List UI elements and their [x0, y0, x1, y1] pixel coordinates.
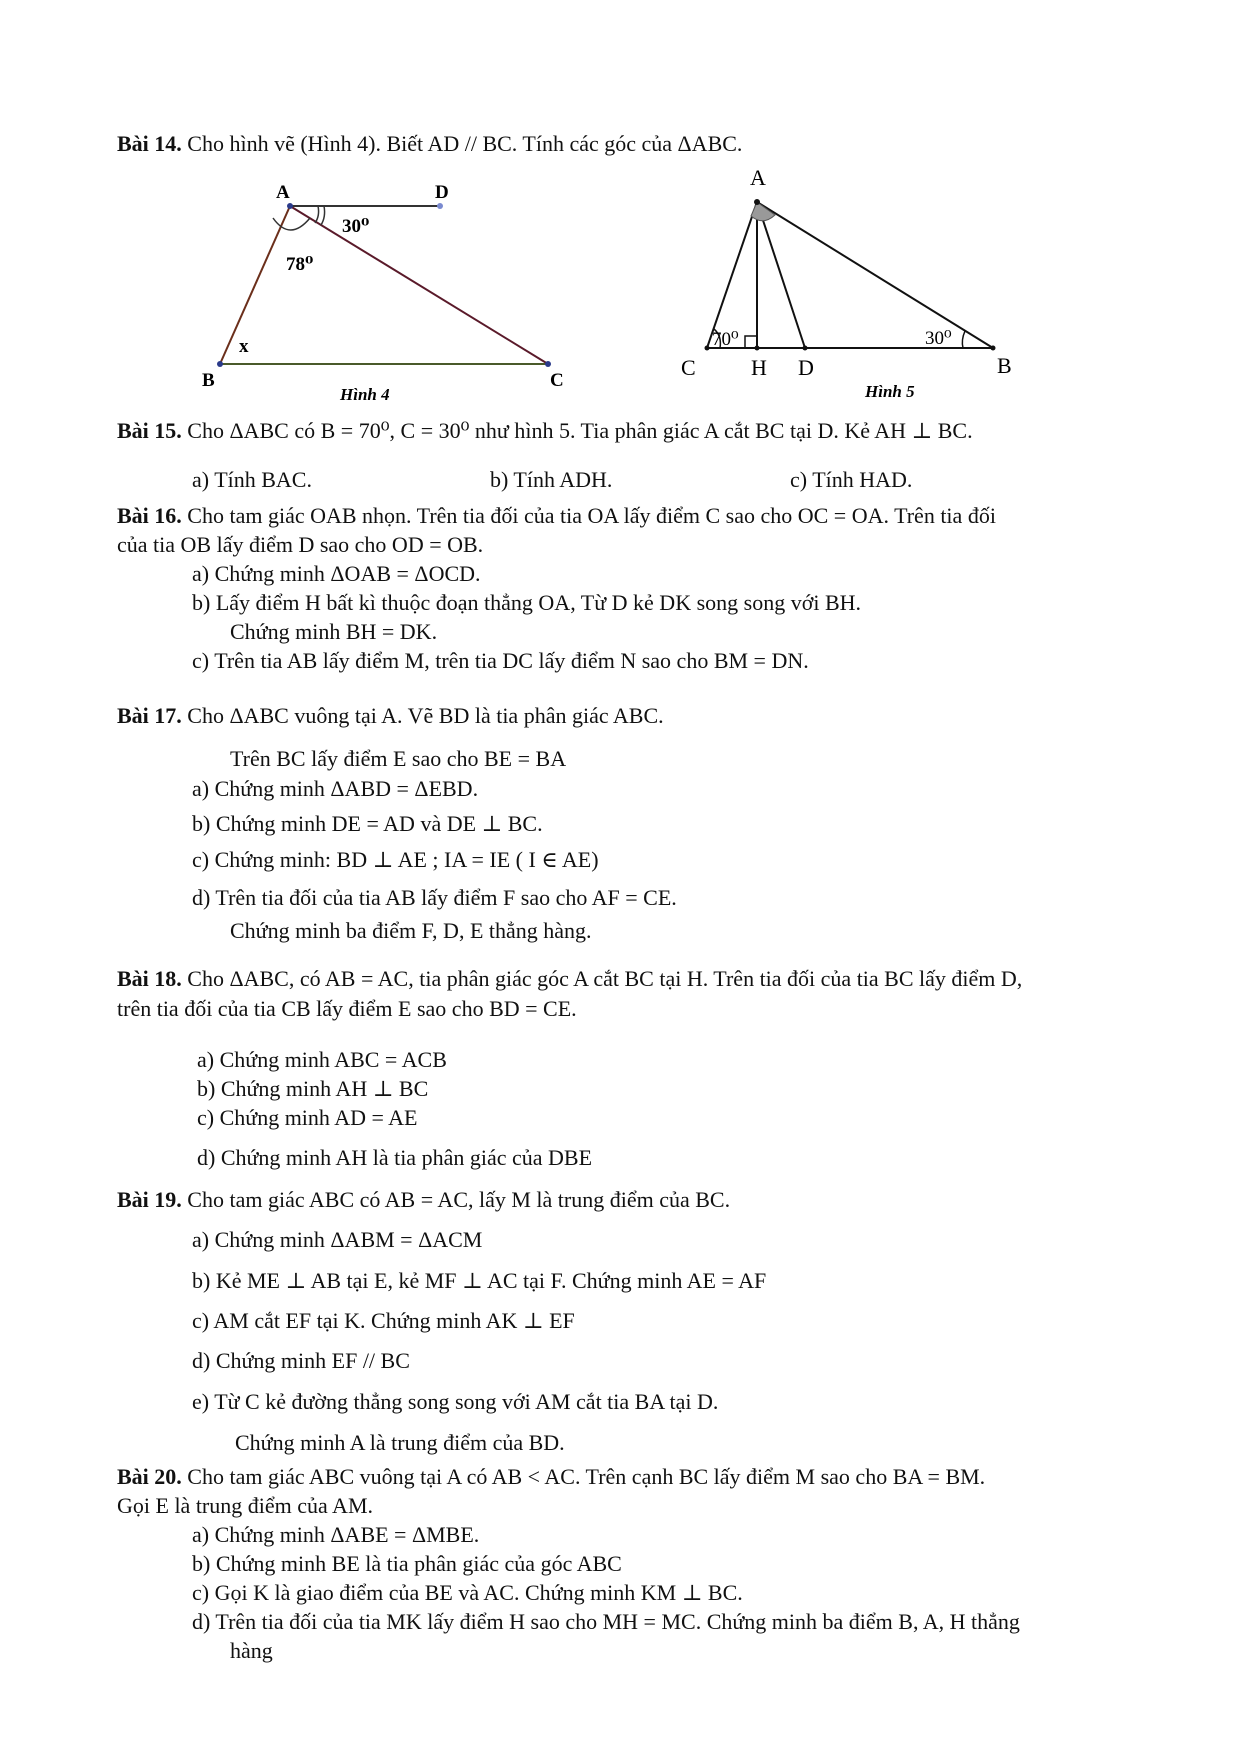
bai14-statement	[117, 131, 742, 157]
bai19-part-e: e) Từ C kẻ đường thẳng song song với AM cắt tia BA tại D.	[192, 1389, 719, 1414]
bai17-part-a: a) Chứng minh ΔABD = ΔEBD.	[192, 776, 479, 801]
bai16-part-b: b) Lấy điểm H bất kì thuộc đoạn thẳng OA, Từ D kẻ DK song song với BH.	[192, 590, 862, 615]
fig5-label-H: H	[751, 355, 767, 380]
bai20-text1: Cho tam giác ABC vuông tại A có AB < AC. Trên cạnh BC lấy điểm M sao cho BA = BM.	[181, 1464, 986, 1489]
bai19-part-d: d) Chứng minh EF // BC	[192, 1348, 410, 1373]
bai15-part-c: c) Tính HAD.	[790, 467, 913, 492]
fig5-point-H	[755, 346, 760, 351]
bai16-text2: của tia OB lấy điểm D sao cho OD = OB.	[117, 532, 484, 557]
bai15-statement	[117, 418, 973, 444]
bai18-part-d: d) Chứng minh AH là tia phân giác của DBE	[197, 1145, 593, 1170]
fig4-segment-AB	[220, 206, 290, 364]
fig4-angle-30-arc2	[315, 206, 319, 223]
fig5-angle-30: 30⁰	[925, 328, 952, 349]
bai15-text: Cho ΔABC có B = 70⁰, C = 30⁰ như hình 5. Tia phân giác A cắt BC tại D. Kẻ AH ⊥ BC.	[181, 418, 973, 443]
bai18-label: Bài 18.	[117, 966, 182, 991]
bai17-label: Bài 17.	[117, 703, 182, 728]
bai18-text1: Cho ΔABC, có AB = AC, tia phân giác góc A cắt BC tại H. Trên tia đối của tia BC lấy điểm D,	[181, 966, 1023, 991]
fig5-point-A	[754, 199, 760, 205]
fig5-segment-AD	[757, 202, 805, 348]
figure-5	[675, 160, 1065, 405]
bai20-part-d2: hàng	[230, 1638, 273, 1663]
bai20-part-b: b) Chứng minh BE là tia phân giác của góc ABC	[192, 1551, 622, 1576]
bai20-part-c: c) Gọi K là giao điểm của BE và AC. Chứng minh KM ⊥ BC.	[192, 1580, 743, 1605]
fig4-label-x: x	[239, 336, 249, 357]
bai18-part-b: b) Chứng minh AH ⊥ BC	[197, 1076, 429, 1101]
bai18-statement	[117, 966, 1022, 992]
bai20-label: Bài 20.	[117, 1464, 182, 1489]
bai14-text: Cho hình vẽ (Hình 4). Biết AD // BC. Tính các góc của ΔABC.	[181, 131, 743, 156]
fig5-point-C	[705, 346, 710, 351]
bai17-part-d2: Chứng minh ba điểm F, D, E thẳng hàng.	[230, 918, 592, 943]
bai19-part-b: b) Kẻ ME ⊥ AB tại E, kẻ MF ⊥ AC tại F. Chứng minh AE = AF	[192, 1268, 767, 1293]
bai19-part-e2: Chứng minh A là trung điểm của BD.	[235, 1430, 565, 1455]
bai19-statement	[117, 1187, 730, 1213]
bai17-part-d: d) Trên tia đối của tia AB lấy điểm F sao cho AF = CE.	[192, 885, 677, 910]
bai19-part-a: a) Chứng minh ΔABM = ΔACM	[192, 1227, 483, 1252]
fig5-right-angle-H	[745, 336, 757, 348]
fig4-caption: Hình 4	[340, 385, 390, 404]
bai17-text2: Trên BC lấy điểm E sao cho BE = BA	[230, 746, 567, 771]
bai20-part-d: d) Trên tia đối của tia MK lấy điểm H sao cho MH = MC. Chứng minh ba điểm B, A, H thẳng	[192, 1609, 1020, 1634]
bai20-part-a: a) Chứng minh ΔABE = ΔMBE.	[192, 1522, 480, 1547]
bai20-text2: Gọi E là trung điểm của AM.	[117, 1493, 374, 1518]
bai19-text: Cho tam giác ABC có AB = AC, lấy M là trung điểm của BC.	[181, 1187, 731, 1212]
fig5-point-B	[991, 346, 996, 351]
bai18-part-c: c) Chứng minh AD = AE	[197, 1105, 418, 1130]
bai16-part-b2: Chứng minh BH = DK.	[230, 619, 438, 644]
fig5-segment-AC	[707, 202, 757, 348]
fig4-segment-AC	[290, 206, 548, 364]
bai16-text1: Cho tam giác OAB nhọn. Trên tia đối của tia OA lấy điểm C sao cho OC = OA. Trên tia đối	[181, 503, 996, 528]
fig4-angle-30-arc	[321, 206, 325, 225]
bai18-text2: trên tia đối của tia CB lấy điểm E sao cho BD = CE.	[117, 996, 577, 1021]
fig4-point-D	[437, 203, 443, 209]
fig4-angle-78-arc	[273, 218, 310, 230]
fig5-label-C: C	[681, 355, 696, 380]
bai19-label: Bài 19.	[117, 1187, 182, 1212]
bai16-label: Bài 16.	[117, 503, 182, 528]
bai16-part-a: a) Chứng minh ΔOAB = ΔOCD.	[192, 561, 481, 586]
bai17-statement	[117, 703, 664, 729]
bai17-part-c: c) Chứng minh: BD ⊥ AE ; IA = IE ( I ∈ AE)	[192, 847, 599, 872]
bai15-part-a: a) Tính BAC.	[192, 467, 312, 492]
bai14-label: Bài 14.	[117, 131, 182, 156]
bai17-text: Cho ΔABC vuông tại A. Vẽ BD là tia phân giác ABC.	[181, 703, 664, 728]
fig4-label-A: A	[276, 182, 290, 203]
fig5-label-B: B	[997, 353, 1012, 378]
fig5-label-D: D	[798, 355, 814, 380]
bai18-part-a: a) Chứng minh ABC = ACB	[197, 1047, 447, 1072]
fig5-angle-B-arc	[962, 331, 965, 348]
fig4-angle-78: 78⁰	[286, 254, 314, 275]
fig4-point-A	[287, 203, 293, 209]
bai16-statement	[117, 503, 996, 529]
bai19-part-c: c) AM cắt EF tại K. Chứng minh AK ⊥ EF	[192, 1308, 575, 1333]
bai17-part-b: b) Chứng minh DE = AD và DE ⊥ BC.	[192, 811, 543, 836]
fig4-label-D: D	[435, 182, 449, 203]
fig5-segment-AB	[757, 202, 993, 348]
fig4-label-B: B	[202, 370, 215, 391]
figure-4	[180, 170, 590, 405]
bai20-statement	[117, 1464, 985, 1490]
fig4-point-C	[545, 361, 551, 367]
fig5-caption: Hình 5	[865, 382, 915, 401]
bai16-part-c: c) Trên tia AB lấy điểm M, trên tia DC lấy điểm N sao cho BM = DN.	[192, 648, 809, 673]
bai15-part-b: b) Tính ADH.	[490, 467, 613, 492]
fig4-label-C: C	[550, 370, 564, 391]
bai15-label: Bài 15.	[117, 418, 182, 443]
fig5-angle-70: 70⁰	[712, 329, 739, 350]
fig4-angle-30: 30⁰	[342, 216, 370, 237]
fig5-label-A: A	[750, 165, 766, 190]
fig5-point-D	[803, 346, 808, 351]
fig4-point-B	[217, 361, 223, 367]
